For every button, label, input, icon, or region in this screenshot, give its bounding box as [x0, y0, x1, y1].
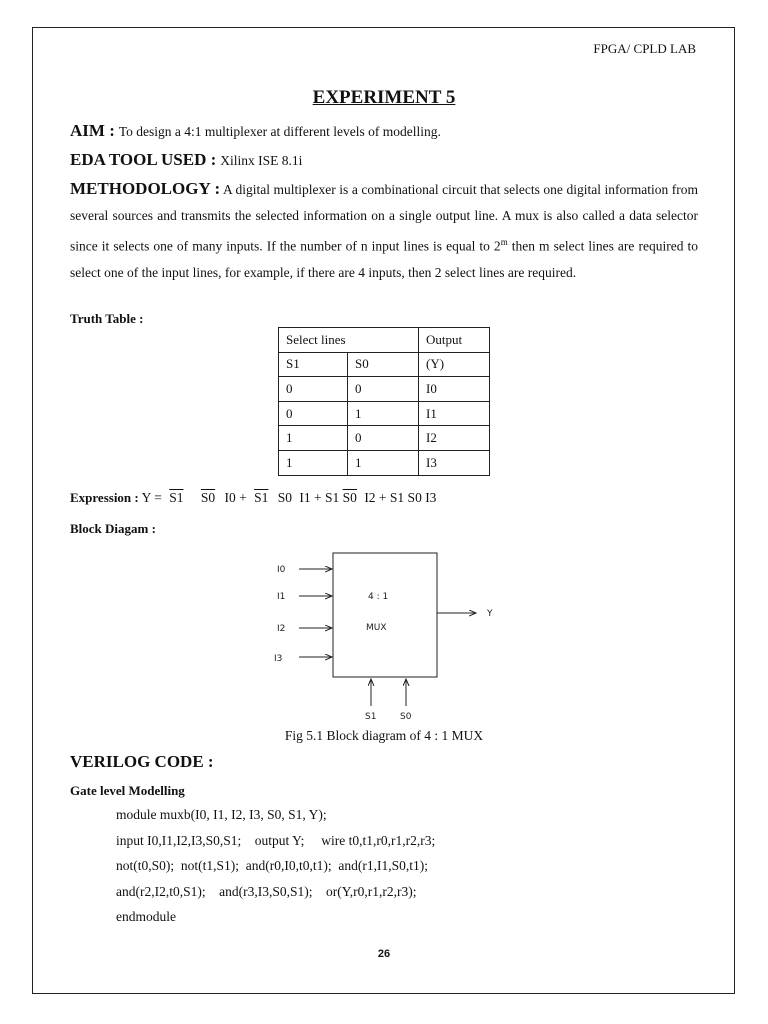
- table-cell: 1: [279, 450, 348, 475]
- expr-term: S0: [277, 490, 293, 505]
- code-line: not(t0,S0); not(t1,S1); and(r0,I0,t0,t1); and(r1,I1,S0,t1);: [116, 858, 428, 873]
- table-cell: 1: [348, 401, 419, 426]
- code-line: input I0,I1,I2,I3,S0,S1; output Y; wire t0,t1,r0,r1,r2,r3;: [116, 833, 436, 848]
- truth-table: [278, 327, 490, 476]
- block-diagram-label: Block Diagam :: [70, 521, 156, 536]
- methodology-label: METHODOLOGY :: [70, 179, 221, 198]
- methodology-text-2: then m select lines are required to select one of the input lines, for example, if there are 4 inputs, then 2 select lines are required.: [70, 238, 698, 280]
- output-label-y: Y: [487, 609, 493, 619]
- header-output: Output: [419, 328, 490, 353]
- aim-text: To design a 4:1 multiplexer at different levels of modelling.: [118, 124, 441, 139]
- table-row: [279, 401, 490, 426]
- expr-term: S0: [342, 490, 357, 505]
- input-label-i2: I2: [277, 624, 286, 634]
- eda-section: [70, 150, 302, 170]
- code-line: module muxb(I0, I1, I2, I3, S0, S1, Y);: [116, 807, 327, 822]
- table-cell: 0: [279, 401, 348, 426]
- verilog-heading: VERILOG CODE :: [70, 752, 214, 771]
- aim-label: AIM :: [70, 121, 115, 140]
- figure-caption: Fig 5.1 Block diagram of 4 : 1 MUX: [284, 728, 484, 743]
- header-y: (Y): [419, 352, 490, 377]
- mux-label-name: MUX: [366, 623, 387, 633]
- header-s0: S0: [348, 352, 419, 377]
- table-row: [279, 426, 490, 451]
- expression-label: Expression :: [70, 490, 139, 505]
- methodology-text-1: A digital multiplexer is a combinational circuit that selects one digital information from several sources and transmits the selected information on a single output line. A mux is also called a data selector since it selects one of many inputs. If the number of n input lines is equal to 2: [70, 182, 698, 254]
- methodology-paragraph: [70, 176, 698, 286]
- eda-text: Xilinx ISE 8.1i: [220, 153, 303, 168]
- expr-term: S1: [254, 490, 269, 505]
- header-s1: S1: [279, 352, 348, 377]
- truth-table-label: Truth Table :: [70, 311, 144, 326]
- expression-y: Y =: [141, 490, 162, 505]
- page-title: EXPERIMENT 5: [312, 87, 456, 108]
- input-label-i3: I3: [274, 654, 283, 664]
- expr-term: S0: [200, 490, 216, 505]
- expression-line: [70, 490, 436, 506]
- methodology-superscript: m: [500, 237, 508, 247]
- expr-term: S1: [169, 490, 184, 505]
- mux-label-ratio: 4 : 1: [368, 592, 389, 602]
- input-label-i1: I1: [277, 592, 286, 602]
- aim-section: [70, 121, 441, 141]
- table-row: [279, 377, 490, 402]
- mux-box: [333, 553, 437, 677]
- select-label-s0: S0: [400, 712, 412, 722]
- code-line: endmodule: [116, 909, 176, 924]
- input-label-i0: I0: [277, 565, 286, 575]
- table-cell: I1: [419, 401, 490, 426]
- table-cell: 0: [348, 377, 419, 402]
- expr-term: I1 + S1: [299, 490, 340, 505]
- table-cell: 1: [348, 450, 419, 475]
- block-diagram: [255, 548, 515, 728]
- eda-label: EDA TOOL USED :: [70, 150, 217, 169]
- table-cell: I3: [419, 450, 490, 475]
- header-lab-name: FPGA/ CPLD LAB: [593, 41, 696, 56]
- table-cell: I2: [419, 426, 490, 451]
- select-label-s1: S1: [365, 712, 377, 722]
- header-select-lines: Select lines: [279, 328, 419, 353]
- table-cell: 0: [348, 426, 419, 451]
- table-cell: 1: [279, 426, 348, 451]
- verilog-subheading: Gate level Modelling: [70, 783, 185, 798]
- table-row: [279, 450, 490, 475]
- expr-term: I2 + S1 S0 I3: [364, 490, 437, 505]
- page-number: 26: [377, 948, 391, 960]
- expr-term: I0 +: [224, 490, 247, 505]
- table-cell: 0: [279, 377, 348, 402]
- table-cell: I0: [419, 377, 490, 402]
- code-line: and(r2,I2,t0,S1); and(r3,I3,S0,S1); or(Y,r0,r1,r2,r3);: [116, 884, 417, 899]
